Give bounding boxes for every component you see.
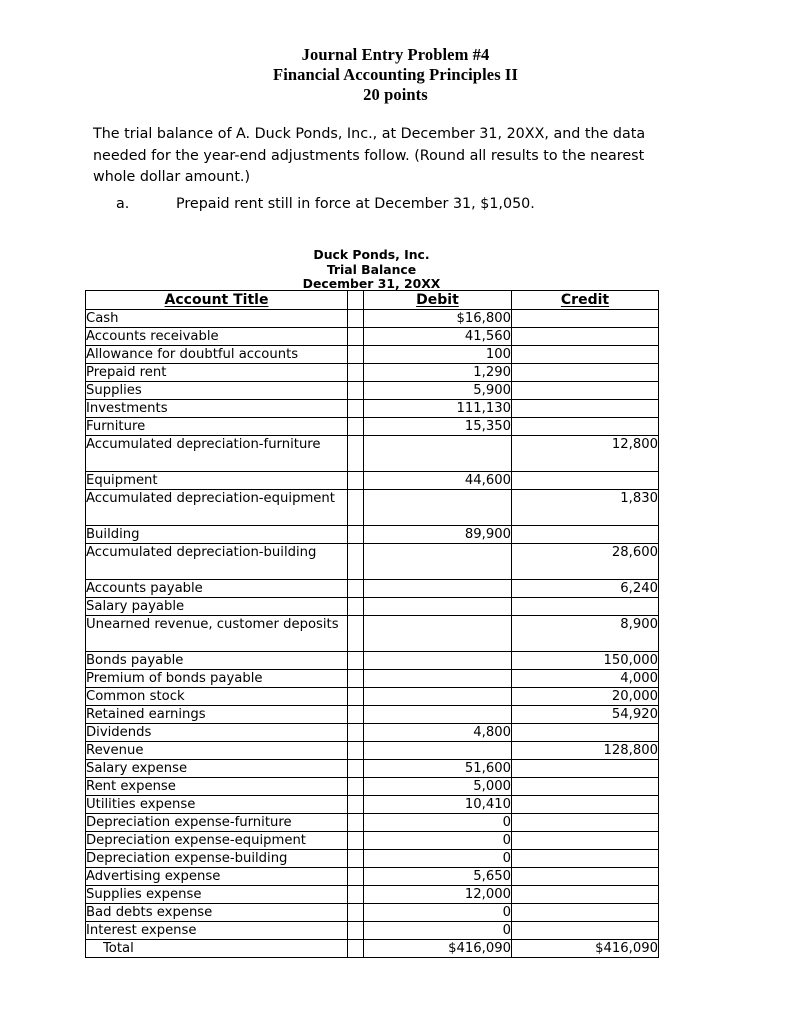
- cell-spacer: [348, 670, 364, 688]
- cell-debit: 5,900: [364, 382, 512, 400]
- table-row: [86, 724, 659, 742]
- cell-account-title: Accumulated depreciation-furniture: [86, 436, 348, 472]
- table-row: [86, 850, 659, 868]
- cell-credit: [512, 472, 659, 490]
- cell-debit: [364, 706, 512, 724]
- table-total-row: [86, 940, 659, 958]
- cell-credit: 54,920: [512, 706, 659, 724]
- cell-debit: [364, 616, 512, 652]
- cell-spacer: [348, 706, 364, 724]
- cell-account-title: Prepaid rent: [86, 364, 348, 382]
- cell-credit: [512, 400, 659, 418]
- statement-title-block: [85, 248, 658, 292]
- cell-account-title: Accounts receivable: [86, 328, 348, 346]
- table-row: [86, 742, 659, 760]
- cell-credit: [512, 598, 659, 616]
- cell-account-title: Cash: [86, 310, 348, 328]
- table-row: [86, 526, 659, 544]
- cell-credit: 28,600: [512, 544, 659, 580]
- trial-balance-table-wrapper: [85, 290, 658, 958]
- heading-line-2: Financial Accounting Principles II: [273, 65, 518, 84]
- cell-account-title: Depreciation expense-equipment: [86, 832, 348, 850]
- statement-date: December 31, 20XX: [302, 276, 441, 292]
- cell-account-title: Building: [86, 526, 348, 544]
- cell-credit: [512, 778, 659, 796]
- table-row: [86, 886, 659, 904]
- table-row: [86, 436, 659, 472]
- cell-debit: 0: [364, 922, 512, 940]
- table-header-row: [86, 291, 659, 310]
- cell-credit: [512, 346, 659, 364]
- table-row: [86, 868, 659, 886]
- document-heading: [0, 45, 791, 105]
- cell-debit: 15,350: [364, 418, 512, 436]
- cell-account-title: Bonds payable: [86, 652, 348, 670]
- cell-spacer: [348, 760, 364, 778]
- cell-account-title: Revenue: [86, 742, 348, 760]
- cell-account-title: Unearned revenue, customer deposits: [86, 616, 348, 652]
- cell-spacer: [348, 310, 364, 328]
- cell-debit: [364, 742, 512, 760]
- cell-credit: 20,000: [512, 688, 659, 706]
- cell-debit: 51,600: [364, 760, 512, 778]
- column-header-account-title: Account Title: [86, 291, 348, 310]
- cell-spacer: [348, 364, 364, 382]
- cell-spacer: [348, 814, 364, 832]
- cell-credit: 4,000: [512, 670, 659, 688]
- cell-spacer: [348, 742, 364, 760]
- cell-debit: 4,800: [364, 724, 512, 742]
- cell-debit: [364, 580, 512, 598]
- cell-debit: 5,650: [364, 868, 512, 886]
- column-header-credit: Credit: [512, 291, 659, 310]
- cell-account-title: Retained earnings: [86, 706, 348, 724]
- cell-spacer: [348, 940, 364, 958]
- cell-account-title: Dividends: [86, 724, 348, 742]
- cell-spacer: [348, 688, 364, 706]
- cell-debit: 12,000: [364, 886, 512, 904]
- cell-account-title: Salary expense: [86, 760, 348, 778]
- column-header-debit: Debit: [364, 291, 512, 310]
- table-row: [86, 760, 659, 778]
- cell-spacer: [348, 616, 364, 652]
- cell-account-title: Furniture: [86, 418, 348, 436]
- table-row: [86, 598, 659, 616]
- cell-spacer: [348, 796, 364, 814]
- cell-spacer: [348, 922, 364, 940]
- cell-spacer: [348, 382, 364, 400]
- cell-account-title: Accumulated depreciation-equipment: [86, 490, 348, 526]
- cell-spacer: [348, 328, 364, 346]
- cell-credit: 12,800: [512, 436, 659, 472]
- cell-spacer: [348, 400, 364, 418]
- table-row: [86, 418, 659, 436]
- cell-account-title: Utilities expense: [86, 796, 348, 814]
- table-row: [86, 382, 659, 400]
- cell-debit: 111,130: [364, 400, 512, 418]
- cell-debit: $16,800: [364, 310, 512, 328]
- cell-spacer: [348, 526, 364, 544]
- table-row: [86, 346, 659, 364]
- cell-account-title: Supplies: [86, 382, 348, 400]
- cell-spacer: [348, 580, 364, 598]
- cell-credit: [512, 832, 659, 850]
- cell-debit: 0: [364, 832, 512, 850]
- cell-debit: [364, 544, 512, 580]
- cell-spacer: [348, 544, 364, 580]
- cell-credit: 1,830: [512, 490, 659, 526]
- cell-credit: [512, 724, 659, 742]
- cell-debit: [364, 670, 512, 688]
- cell-debit: 100: [364, 346, 512, 364]
- cell-spacer: [348, 868, 364, 886]
- cell-credit: [512, 310, 659, 328]
- cell-account-title: Advertising expense: [86, 868, 348, 886]
- cell-account-title: Accounts payable: [86, 580, 348, 598]
- cell-debit: 0: [364, 850, 512, 868]
- cell-spacer: [348, 598, 364, 616]
- cell-credit: [512, 850, 659, 868]
- cell-debit: [364, 598, 512, 616]
- cell-spacer: [348, 778, 364, 796]
- cell-debit: 0: [364, 814, 512, 832]
- cell-account-title: Interest expense: [86, 922, 348, 940]
- cell-credit: [512, 796, 659, 814]
- cell-total-credit: $416,090: [512, 940, 659, 958]
- cell-account-title: Common stock: [86, 688, 348, 706]
- table-row: [86, 328, 659, 346]
- cell-spacer: [348, 886, 364, 904]
- cell-credit: [512, 904, 659, 922]
- cell-credit: 6,240: [512, 580, 659, 598]
- cell-account-title: Allowance for doubtful accounts: [86, 346, 348, 364]
- cell-spacer: [348, 652, 364, 670]
- cell-account-title: Bad debts expense: [86, 904, 348, 922]
- cell-credit: [512, 922, 659, 940]
- cell-debit: 89,900: [364, 526, 512, 544]
- cell-account-title: Depreciation expense-building: [86, 850, 348, 868]
- cell-account-title: Accumulated depreciation-building: [86, 544, 348, 580]
- table-row: [86, 796, 659, 814]
- cell-debit: 1,290: [364, 364, 512, 382]
- cell-debit: 41,560: [364, 328, 512, 346]
- heading-line-1: Journal Entry Problem #4: [301, 45, 490, 64]
- cell-credit: [512, 814, 659, 832]
- cell-spacer: [348, 904, 364, 922]
- item-letter: a.: [116, 196, 130, 212]
- cell-debit: 10,410: [364, 796, 512, 814]
- cell-account-title: Investments: [86, 400, 348, 418]
- table-row: [86, 670, 659, 688]
- table-row: [86, 922, 659, 940]
- cell-spacer: [348, 418, 364, 436]
- cell-credit: [512, 760, 659, 778]
- cell-account-title: Equipment: [86, 472, 348, 490]
- cell-credit: [512, 382, 659, 400]
- table-row: [86, 400, 659, 418]
- table-row: [86, 652, 659, 670]
- cell-credit: [512, 364, 659, 382]
- column-header-spacer: [348, 291, 364, 310]
- cell-spacer: [348, 346, 364, 364]
- cell-debit: [364, 490, 512, 526]
- table-row: [86, 832, 659, 850]
- table-body: [86, 310, 659, 958]
- cell-credit: [512, 526, 659, 544]
- table-row: [86, 688, 659, 706]
- cell-debit: 0: [364, 904, 512, 922]
- cell-total-label: Total: [86, 940, 348, 958]
- table-row: [86, 814, 659, 832]
- cell-spacer: [348, 850, 364, 868]
- cell-credit: 150,000: [512, 652, 659, 670]
- table-row: [86, 310, 659, 328]
- cell-spacer: [348, 436, 364, 472]
- table-row: [86, 544, 659, 580]
- table-row: [86, 706, 659, 724]
- cell-credit: [512, 886, 659, 904]
- cell-debit: 44,600: [364, 472, 512, 490]
- cell-account-title: Supplies expense: [86, 886, 348, 904]
- intro-paragraph: The trial balance of A. Duck Ponds, Inc., at December 31, 20XX, and the data needed for the year-end adjustments follow. (Round all results to the nearest whole dollar amount.): [93, 126, 646, 185]
- cell-total-debit: $416,090: [364, 940, 512, 958]
- cell-credit: [512, 418, 659, 436]
- company-name: Duck Ponds, Inc.: [313, 247, 430, 262]
- cell-credit: [512, 868, 659, 886]
- item-text: Prepaid rent still in force at December 31, $1,050.: [176, 196, 535, 212]
- cell-credit: 8,900: [512, 616, 659, 652]
- problem-item-a: [93, 194, 683, 215]
- cell-debit: [364, 688, 512, 706]
- trial-balance-table: [85, 290, 659, 958]
- cell-account-title: Premium of bonds payable: [86, 670, 348, 688]
- table-row: [86, 616, 659, 652]
- cell-credit: 128,800: [512, 742, 659, 760]
- cell-account-title: Depreciation expense-furniture: [86, 814, 348, 832]
- table-row: [86, 364, 659, 382]
- table-row: [86, 778, 659, 796]
- cell-debit: [364, 652, 512, 670]
- table-row: [86, 904, 659, 922]
- table-row: [86, 580, 659, 598]
- statement-name: Trial Balance: [326, 261, 417, 277]
- table-row: [86, 472, 659, 490]
- cell-debit: [364, 436, 512, 472]
- cell-account-title: Salary payable: [86, 598, 348, 616]
- cell-debit: 5,000: [364, 778, 512, 796]
- cell-spacer: [348, 724, 364, 742]
- cell-account-title: Rent expense: [86, 778, 348, 796]
- heading-line-3: 20 points: [363, 85, 428, 104]
- cell-spacer: [348, 832, 364, 850]
- cell-spacer: [348, 490, 364, 526]
- table-row: [86, 490, 659, 526]
- cell-spacer: [348, 472, 364, 490]
- cell-credit: [512, 328, 659, 346]
